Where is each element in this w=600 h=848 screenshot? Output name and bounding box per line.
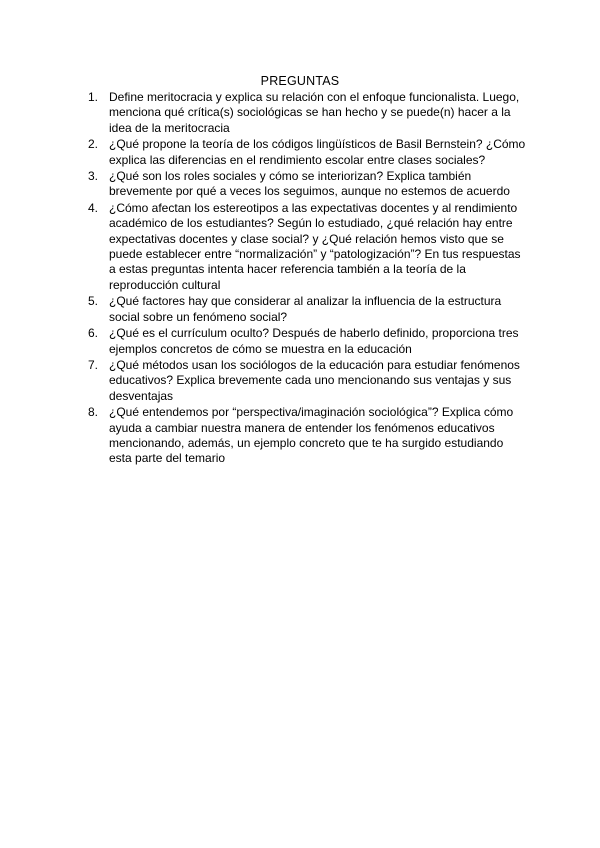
question-text: ¿Qué entendemos por “perspectiva/imaginación sociológica”? Explica cómo ayuda a cambiar nuestra manera de entender los fenómenos educativos mencionando, además, un ejemplo concreto que te ha surgido estudiando esta parte del temario [109, 405, 514, 466]
question-item-3 [88, 169, 528, 200]
question-number: 5. [88, 294, 99, 309]
question-item-6 [88, 326, 528, 357]
question-number: 4. [88, 200, 99, 215]
question-number: 7. [88, 357, 99, 372]
question-number: 2. [88, 137, 99, 152]
question-item-2 [88, 137, 528, 168]
question-item-5 [88, 294, 528, 325]
question-number: 6. [88, 326, 99, 341]
question-list [88, 90, 528, 468]
question-number: 1. [88, 90, 99, 104]
question-text: ¿Qué propone la teoría de los códigos lingüísticos de Basil Bernstein? ¿Cómo explica las diferencias en el rendimiento escolar entre clases sociales? [109, 137, 526, 167]
question-text: ¿Cómo afectan los estereotipos a las expectativas docentes y al rendimiento académico de los estudiantes? Según lo estudiado, ¿qué relación hay entre expectativas docentes y clase social? y ¿Qué relación hemos visto que se puede establecer entre “normalización” y “patologización”? En tus respuestas a estas preguntas intenta hacer referencia también a la teoría de la reproducción cultural [109, 200, 521, 292]
question-text: ¿Qué son los roles sociales y cómo se interiorizan? Explica también brevemente por qué a veces los seguimos, aunque no estemos de acuerdo [109, 169, 510, 199]
question-number: 3. [88, 169, 99, 184]
document-title: PREGUNTAS [260, 74, 340, 88]
question-text: ¿Qué es el currículum oculto? Después de haberlo definido, proporciona tres ejemplos concretos de cómo se muestra en la educación [109, 326, 519, 356]
question-text: ¿Qué métodos usan los sociólogos de la educación para estudiar fenómenos educativos? Explica brevemente cada uno mencionando sus ventajas y sus desventajas [109, 357, 520, 403]
question-item-7 [88, 358, 528, 404]
question-text: Define meritocracia y explica su relación con el enfoque funcionalista. Luego, menciona qué crítica(s) sociológicas se han hecho y se puede(n) hacer a la idea de la meritocracia [109, 90, 520, 135]
question-item-8 [88, 405, 528, 467]
question-item-1 [88, 90, 528, 136]
question-text: ¿Qué factores hay que considerar al analizar la influencia de la estructura social sobre un fenómeno social? [109, 294, 502, 324]
question-number: 8. [88, 405, 99, 420]
question-item-4 [88, 201, 528, 293]
